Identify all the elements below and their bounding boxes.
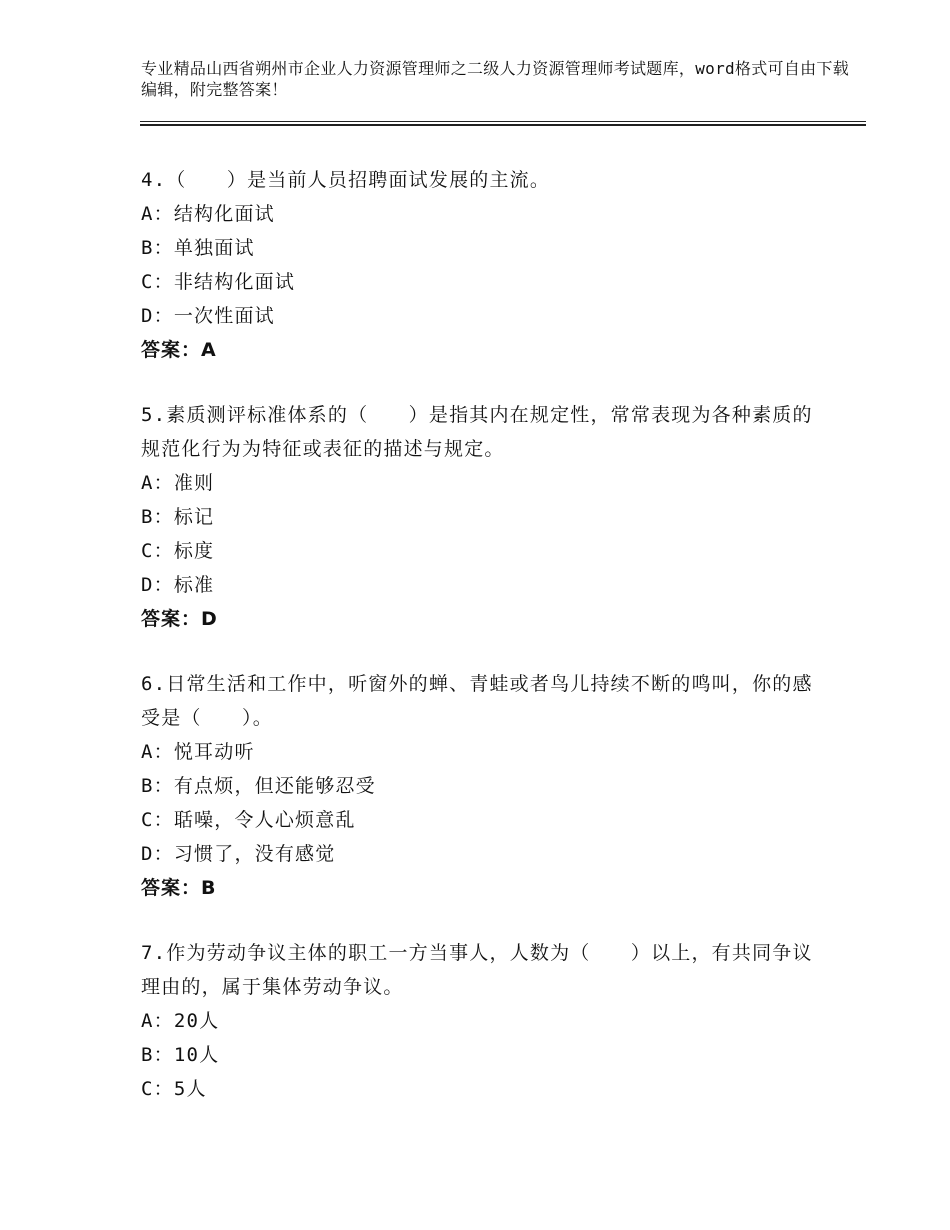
option-c: C：5人 [141, 1078, 207, 1100]
document-header: 专业精品山西省朔州市企业人力资源管理师之二级人力资源管理师考试题库，word格式可自由下载编辑，附完整答案！ [141, 59, 850, 99]
question-7 [141, 936, 821, 1106]
option-a: A：悦耳动听 [141, 741, 255, 763]
option-c: C：非结构化面试 [141, 271, 296, 293]
question-stem: 7.作为劳动争议主体的职工一方当事人，人数为（ ）以上，有共同争议理由的，属于集体劳动争议。 [141, 942, 813, 998]
question-list [141, 163, 821, 1137]
option-a: A：20人 [141, 1010, 220, 1032]
option-a: A：准则 [141, 472, 215, 494]
header-divider-thick [140, 124, 866, 126]
option-d: D：习惯了，没有感觉 [141, 843, 336, 865]
question-stem: 5.素质测评标准体系的（ ）是指其内在规定性，常常表现为各种素质的规范化行为为特征或表征的描述与规定。 [141, 404, 813, 460]
header-divider-thin [140, 121, 866, 122]
question-stem: 6.日常生活和工作中，听窗外的蝉、青蛙或者鸟儿持续不断的鸣叫，你的感受是（ ）。 [141, 673, 813, 729]
option-b: B：有点烦，但还能够忍受 [141, 775, 376, 797]
answer-label: 答案：A [141, 339, 217, 361]
option-d: D：一次性面试 [141, 305, 275, 327]
question-6 [141, 667, 821, 905]
option-a: A：结构化面试 [141, 203, 275, 225]
option-b: B：单独面试 [141, 237, 255, 259]
answer-label: 答案：D [141, 608, 218, 630]
option-c: C：标度 [141, 540, 215, 562]
option-b: B：10人 [141, 1044, 220, 1066]
option-c: C：聒噪，令人心烦意乱 [141, 809, 356, 831]
option-b: B：标记 [141, 506, 215, 528]
question-4 [141, 163, 821, 367]
answer-label: 答案：B [141, 877, 217, 899]
question-5 [141, 398, 821, 636]
question-stem: 4.（ ）是当前人员招聘面试发展的主流。 [141, 169, 551, 191]
option-d: D：标准 [141, 574, 215, 596]
